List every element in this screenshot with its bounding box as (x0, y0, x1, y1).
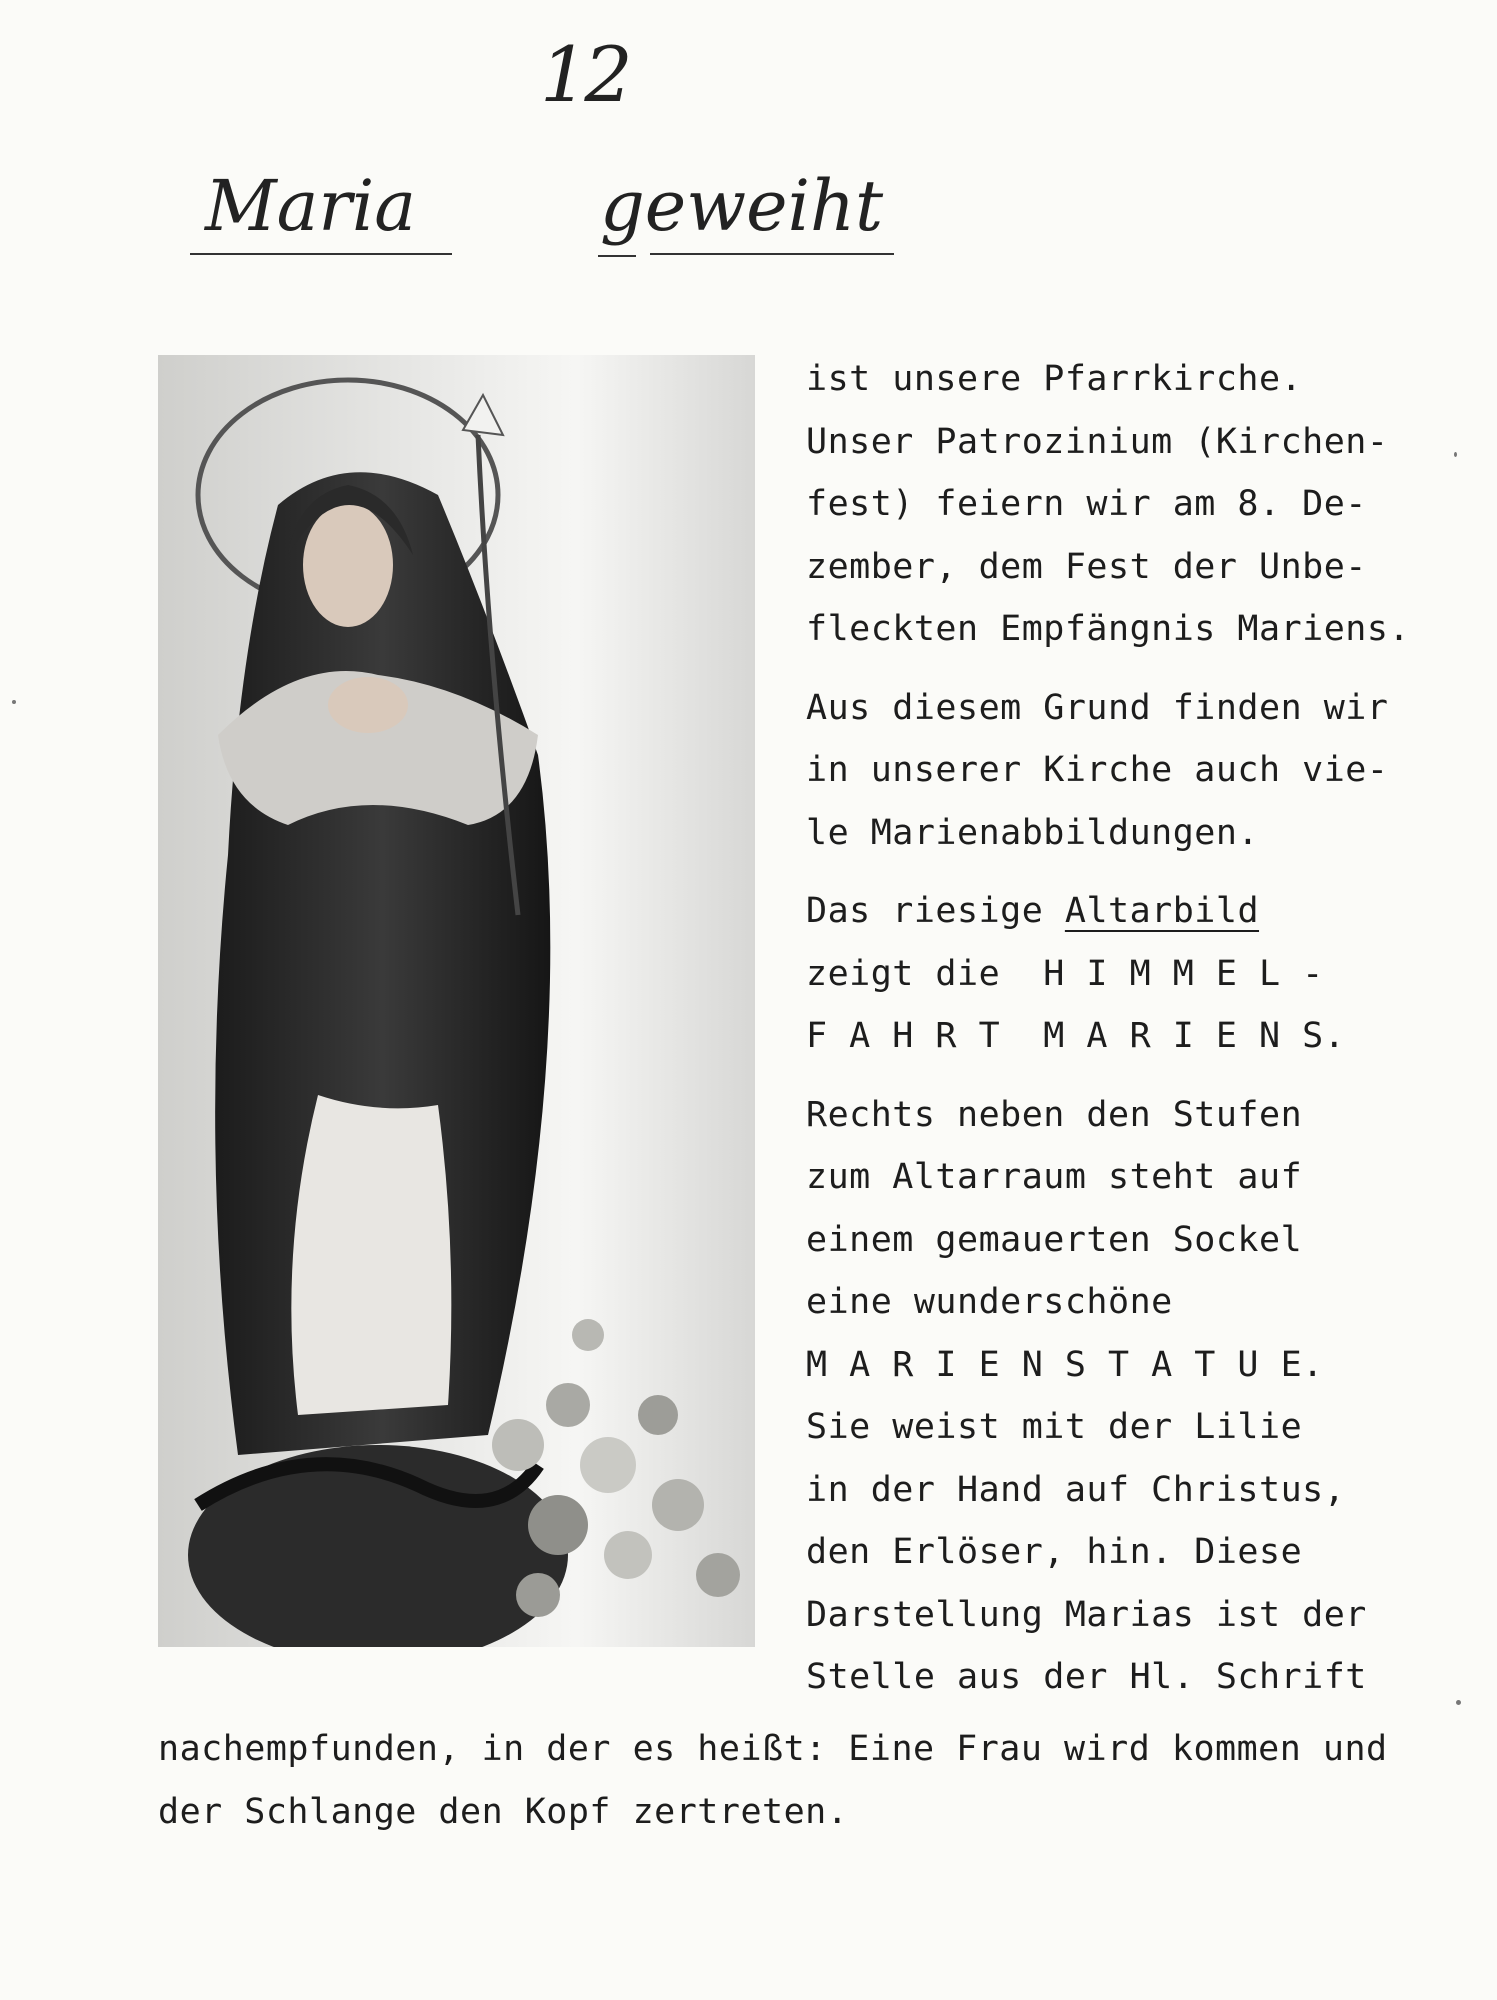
text-line: zum Altarraum steht auf (806, 1157, 1303, 1197)
text-line: Stelle aus der Hl. Schrift (806, 1657, 1367, 1697)
paragraph-pfarrkirche (806, 348, 1411, 661)
page-number: 12 (540, 30, 629, 119)
text-line: M A R I E N S T A T U E. (806, 1344, 1324, 1385)
title-underline-1 (190, 253, 452, 255)
text-line: Rechts neben den Stufen (806, 1094, 1303, 1135)
text-line: fleckten Empfängnis Mariens. (806, 609, 1411, 649)
scan-speck (1454, 452, 1457, 457)
handwritten-title (0, 165, 1497, 275)
text-line: Darstellung Marias ist der (806, 1594, 1367, 1635)
text-column (806, 348, 1411, 1725)
statue-illustration (158, 355, 755, 1647)
text-line: der Schlange den Kopf zertreten. (158, 1791, 849, 1832)
gown (291, 1095, 451, 1415)
title-underline-2 (650, 253, 894, 255)
text-line: Sie weist mit der Lilie (806, 1407, 1303, 1447)
text-line: nachempfunden, in der es heißt: Eine Frau wird kommen und (158, 1729, 1388, 1769)
text-line: zeigt die H I M M E L - (806, 953, 1324, 994)
text-line: zember, dem Fest der Unbe- (806, 546, 1367, 587)
text-fragment: Das riesige (806, 891, 1065, 931)
text-line: einem gemauerten Sockel (806, 1219, 1303, 1260)
text-line: eine wunderschöne (806, 1282, 1173, 1322)
paragraph-continuation (158, 1718, 1408, 1843)
scan-speck (1456, 1700, 1461, 1705)
text-line: fest) feiern wir am 8. De- (806, 484, 1367, 524)
altarbild-underlined: Altarbild (1064, 891, 1260, 931)
scan-speck (12, 700, 16, 704)
paragraph-marienabbildungen (806, 677, 1406, 865)
title-underline-dash (598, 255, 636, 257)
paragraph-altarbild (806, 880, 1406, 1068)
hands (328, 677, 408, 733)
text-line: Unser Patrozinium (Kirchen- (806, 421, 1389, 462)
paragraph-marienstatue (806, 1084, 1406, 1709)
text-line: den Erlöser, hin. Diese (806, 1532, 1303, 1572)
title-word-geweiht: geweiht (600, 165, 884, 247)
text-line: Aus diesem Grund finden wir (806, 687, 1389, 728)
text-line: le Marienabbildungen. (806, 812, 1260, 853)
text-line (806, 880, 1406, 943)
photo-marienstatue (158, 355, 755, 1647)
text-line: ist unsere Pfarrkirche. (806, 359, 1303, 399)
text-line: F A H R T M A R I E N S. (806, 1016, 1346, 1056)
text-line: in der Hand auf Christus, (806, 1469, 1346, 1510)
title-word-maria: Maria (205, 165, 416, 247)
face (303, 503, 393, 627)
text-line: in unserer Kirche auch vie- (806, 750, 1389, 790)
